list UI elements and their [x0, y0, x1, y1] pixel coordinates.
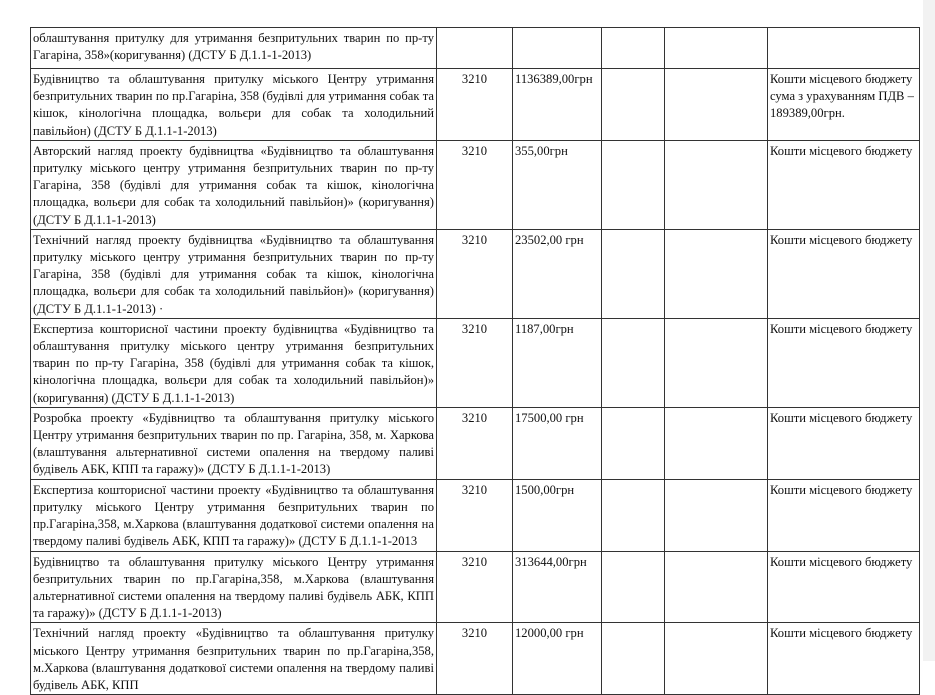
funding-source-cell: Кошти місцевого бюджету [768, 229, 920, 318]
table-row [31, 407, 920, 479]
empty-cell [665, 318, 768, 407]
code-cell: 3210 [437, 551, 513, 623]
scan-edge [923, 0, 935, 661]
code-cell: 3210 [437, 140, 513, 229]
funding-source-cell: Кошти місцевого бюджету [768, 623, 920, 695]
table-row [31, 229, 920, 318]
code-cell: 3210 [437, 407, 513, 479]
description-cell: Розробка проекту «Будівництво та облаштування притулку міського Центру утримання безпритульних тварин по пр. Гагаріна, 358, м. Харкова (влаштування альтернативної системи опалення на твердому паливі будівель АБК, КПП та гаражу)» (ДСТУ Б Д.1.1-1-2013) [31, 407, 437, 479]
empty-cell [602, 407, 665, 479]
description-cell: Експертиза кошторисної частини проекту будівництва «Будівництво та облаштування притулку міського центру утримання безпритульних тварин по пр-ту Гагаріна, 358 (будівлі для утримання собак та кішок, кінологічна площадка, вольєри для собак та холодильний павільйон)» (коригування) (ДСТУ Б Д.1.1-1-2013) [31, 318, 437, 407]
empty-cell [602, 140, 665, 229]
amount-cell: 1136389,00грн [513, 69, 602, 141]
empty-cell [602, 479, 665, 551]
budget-table [30, 27, 920, 695]
code-cell [437, 28, 513, 69]
empty-cell [665, 69, 768, 141]
description-cell: Авторский нагляд проекту будівництва «Будівництво та облаштування притулку міського центру утримання безпритульних тварин по пр-ту Гагаріна, 358 (будівлі для утримання собак та кішок, кінологічна площадка, вольєри для собак та холодильний павільйон)» (коригування) (ДСТУ Б Д.1.1-1-2013) [31, 140, 437, 229]
table-row [31, 479, 920, 551]
table-row [31, 623, 920, 695]
amount-cell: 23502,00 грн [513, 229, 602, 318]
table-row [31, 69, 920, 141]
empty-cell [602, 69, 665, 141]
amount-cell: 1187,00грн [513, 318, 602, 407]
table-row [31, 140, 920, 229]
funding-source-cell: Кошти місцевого бюджету [768, 551, 920, 623]
code-cell: 3210 [437, 623, 513, 695]
amount-cell: 1500,00грн [513, 479, 602, 551]
description-cell: Експертиза кошторисної частини проекту «Будівництво та облаштування притулку міського Центру утримання безпритульних тварин по пр.Гагаріна,358, м.Харкова (влаштування додаткової системи опалення на твердому паливі будівель АБК, КПП та гаражу)» (ДСТУ Б Д.1.1-1-2013 [31, 479, 437, 551]
amount-cell: 313644,00грн [513, 551, 602, 623]
code-cell: 3210 [437, 229, 513, 318]
description-cell: Будівництво та облаштування притулку міського Центру утримання безпритульних тварин по пр.Гагаріна, 358 (будівлі для утримання собак та кішок, кінологічна площадка, вольєри для собак та холодильний павільйон) (ДСТУ Б Д.1.1-1-2013) [31, 69, 437, 141]
code-cell: 3210 [437, 318, 513, 407]
empty-cell [665, 229, 768, 318]
amount-cell: 355,00грн [513, 140, 602, 229]
empty-cell [602, 318, 665, 407]
empty-cell [665, 479, 768, 551]
table-row [31, 551, 920, 623]
funding-source-cell: Кошти місцевого бюджету [768, 479, 920, 551]
empty-cell [665, 28, 768, 69]
funding-source-cell [768, 28, 920, 69]
amount-cell: 17500,00 грн [513, 407, 602, 479]
empty-cell [665, 407, 768, 479]
funding-source-cell: Кошти місцевого бюджету [768, 140, 920, 229]
table-row [31, 318, 920, 407]
amount-cell: 12000,00 грн [513, 623, 602, 695]
empty-cell [602, 551, 665, 623]
empty-cell [665, 140, 768, 229]
description-cell: Технічний нагляд проекту «Будівництво та облаштування притулку міського Центру утримання безпритульних тварин по пр.Гагаріна,358, м.Харкова (влаштування додаткової системи опалення на твердому паливі будівель АБК, КПП [31, 623, 437, 695]
funding-source-cell: Кошти місцевого бюджету сума з урахуванням ПДВ – 189389,00грн. [768, 69, 920, 141]
table-row [31, 28, 920, 69]
empty-cell [665, 551, 768, 623]
empty-cell [665, 623, 768, 695]
funding-source-cell: Кошти місцевого бюджету [768, 318, 920, 407]
code-cell: 3210 [437, 479, 513, 551]
empty-cell [602, 229, 665, 318]
amount-cell [513, 28, 602, 69]
empty-cell [602, 28, 665, 69]
empty-cell [602, 623, 665, 695]
description-cell: Будівництво та облаштування притулку міського Центру утримання безпритульних тварин по пр.Гагаріна,358, м.Харкова (влаштування альтернативної системи опалення на твердому паливі будівель АБК, КПП та гаражу)» (ДСТУ Б Д.1.1-1-2013) [31, 551, 437, 623]
description-cell: облаштування притулку для утримання безпритульних тварин по пр-ту Гагаріна, 358»(коригування) (ДСТУ Б Д.1.1-1-2013) [31, 28, 437, 69]
description-cell: Технічний нагляд проекту будівництва «Будівництво та облаштування притулку міського центру утримання безпритульних тварин по пр-ту Гагаріна, 358 (будівлі для утримання собак та кішок, кінологічна площадка, вольєри для собак та холодильний павільйон)» (коригування) (ДСТУ Б Д.1.1-1-2013) · [31, 229, 437, 318]
code-cell: 3210 [437, 69, 513, 141]
funding-source-cell: Кошти місцевого бюджету [768, 407, 920, 479]
